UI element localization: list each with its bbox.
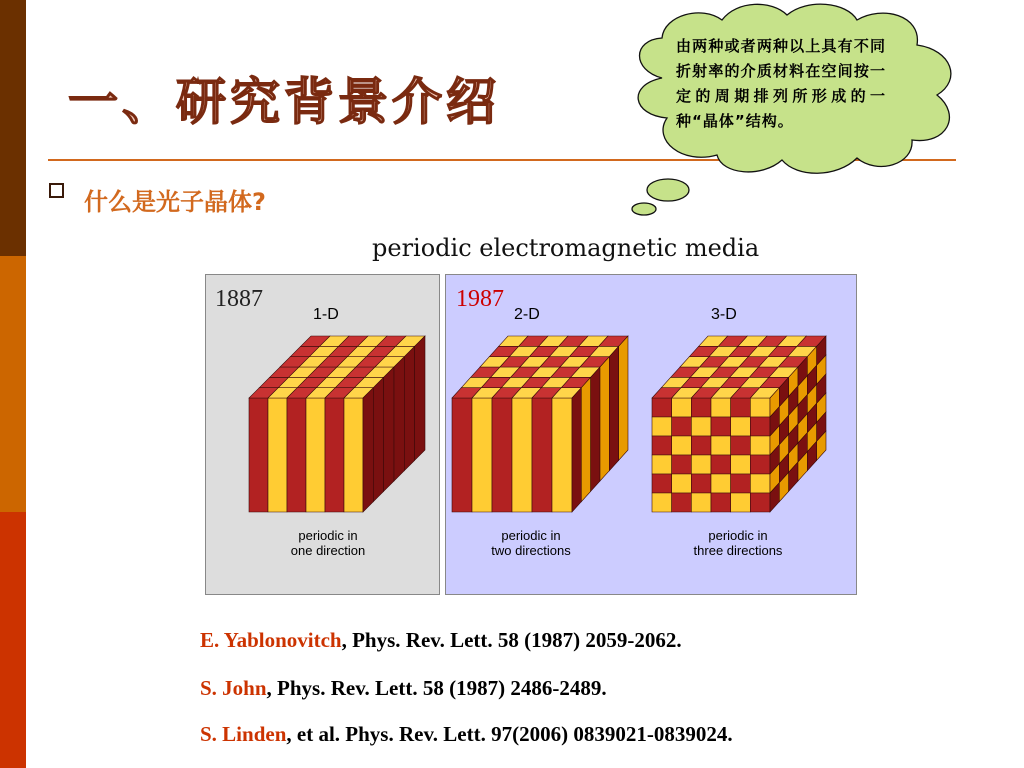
bullet-square-icon bbox=[49, 183, 64, 198]
year-1887: 1887 bbox=[215, 286, 263, 312]
side-cell bbox=[609, 346, 618, 470]
front-cell bbox=[652, 436, 672, 455]
reference-3-author: S. Linden bbox=[200, 722, 287, 746]
front-cell bbox=[672, 436, 692, 455]
front-cell bbox=[731, 474, 751, 493]
front-cell bbox=[750, 417, 770, 436]
sidebar-band-middle bbox=[0, 256, 26, 512]
front-cell bbox=[731, 493, 751, 512]
side-cell bbox=[572, 388, 581, 512]
front-cell bbox=[552, 398, 572, 512]
front-cell bbox=[672, 474, 692, 493]
reference-1-citation: , Phys. Rev. Lett. 58 (1987) 2059-2062. bbox=[341, 628, 682, 652]
front-cell bbox=[750, 493, 770, 512]
front-cell bbox=[750, 474, 770, 493]
caption-1d-line1: periodic in bbox=[298, 528, 358, 543]
front-cell bbox=[750, 398, 770, 417]
front-cell bbox=[691, 474, 711, 493]
front-cell bbox=[325, 398, 344, 512]
front-cell bbox=[512, 398, 532, 512]
front-cell bbox=[652, 417, 672, 436]
front-cell bbox=[672, 455, 692, 474]
callout-definition: 由两种或者两种以上具有不同折射率的介质材料在空间按一定的周期排列所形成的一种“晶体”结构。 bbox=[676, 37, 886, 130]
caption-3d-line1: periodic in bbox=[708, 528, 768, 543]
front-cell bbox=[672, 398, 692, 417]
front-cell bbox=[731, 436, 751, 455]
front-cell bbox=[691, 417, 711, 436]
figure-subtitle: periodic electromagnetic media bbox=[372, 234, 760, 262]
caption-2d-line1: periodic in bbox=[501, 528, 561, 543]
sidebar-band-bottom bbox=[0, 512, 26, 768]
side-cell bbox=[373, 377, 383, 501]
label-3d: 3-D bbox=[711, 306, 737, 323]
side-cell bbox=[415, 336, 425, 460]
slide-title: 一、研究背景介绍 bbox=[68, 73, 500, 131]
reference-2 bbox=[200, 676, 607, 701]
caption-3d-line2: three directions bbox=[693, 543, 783, 558]
year-1987: 1987 bbox=[456, 286, 504, 312]
front-cell bbox=[711, 493, 731, 512]
label-2d: 2-D bbox=[514, 306, 540, 323]
front-cell bbox=[532, 398, 552, 512]
front-cell bbox=[691, 398, 711, 417]
front-cell bbox=[731, 398, 751, 417]
front-cell bbox=[452, 398, 472, 512]
photonic-crystal-figure bbox=[205, 274, 857, 595]
front-cell bbox=[711, 398, 731, 417]
front-cell bbox=[672, 417, 692, 436]
front-cell bbox=[691, 436, 711, 455]
side-cell bbox=[404, 346, 414, 470]
front-cell bbox=[287, 398, 306, 512]
side-cell bbox=[619, 336, 628, 460]
reference-2-citation: , Phys. Rev. Lett. 58 (1987) 2486-2489. bbox=[266, 676, 607, 700]
reference-3 bbox=[200, 722, 733, 747]
side-cell bbox=[600, 357, 609, 481]
side-cell bbox=[591, 367, 600, 491]
front-cell bbox=[652, 474, 672, 493]
front-cell bbox=[306, 398, 325, 512]
caption-1d-line2: one direction bbox=[290, 543, 366, 558]
front-cell bbox=[711, 474, 731, 493]
side-cell bbox=[363, 388, 373, 512]
front-cell bbox=[731, 455, 751, 474]
sidebar-band-top bbox=[0, 0, 26, 256]
front-cell bbox=[672, 493, 692, 512]
front-cell bbox=[652, 455, 672, 474]
side-cell bbox=[384, 367, 394, 491]
front-cell bbox=[750, 455, 770, 474]
side-cell bbox=[581, 377, 590, 501]
reference-2-author: S. John bbox=[200, 676, 267, 700]
caption-2d-line2: two directions bbox=[491, 543, 571, 558]
front-cell bbox=[691, 493, 711, 512]
front-cell bbox=[711, 436, 731, 455]
front-cell bbox=[731, 417, 751, 436]
side-cell bbox=[394, 357, 404, 481]
front-cell bbox=[492, 398, 512, 512]
front-cell bbox=[711, 417, 731, 436]
bullet-question: 什么是光子晶体? bbox=[84, 188, 266, 216]
front-cell bbox=[711, 455, 731, 474]
front-cell bbox=[344, 398, 363, 512]
front-cell bbox=[652, 398, 672, 417]
reference-1-author: E. Yablonovitch bbox=[200, 628, 342, 652]
reference-1 bbox=[200, 628, 682, 653]
front-cell bbox=[652, 493, 672, 512]
label-1d: 1-D bbox=[313, 306, 339, 323]
front-cell bbox=[691, 455, 711, 474]
front-cell bbox=[249, 398, 268, 512]
front-cell bbox=[750, 436, 770, 455]
reference-3-citation: , et al. Phys. Rev. Lett. 97(2006) 0839021-0839024. bbox=[286, 722, 733, 746]
front-cell bbox=[268, 398, 287, 512]
front-cell bbox=[472, 398, 492, 512]
